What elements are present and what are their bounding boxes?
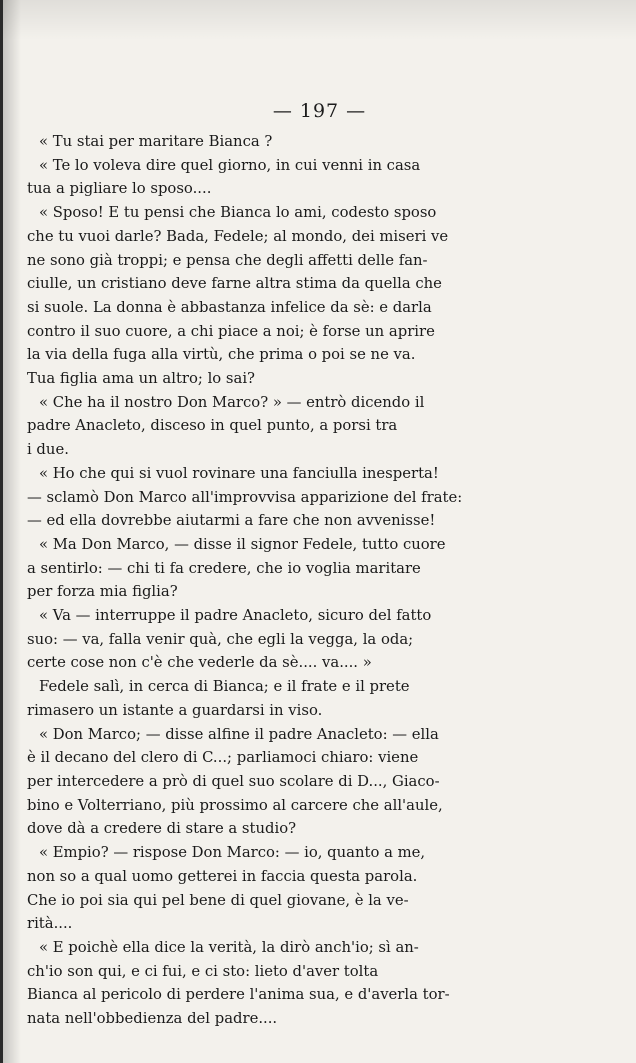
page-number: — 197 — — [272, 100, 367, 122]
text-line: nata nell'obbedienza del padre.... — [27, 1010, 278, 1028]
text-line: « Sposo! E tu pensi che Bianca lo ami, codesto sposo — [39, 204, 437, 222]
text-line: rità.... — [27, 915, 73, 933]
text-line: « Ho che qui si vuol rovinare una fanciulla inesperta! — [39, 464, 439, 482]
text-line: « Don Marco; — disse alfine il padre Anacleto: — ella — [39, 725, 439, 743]
text-line: ciulle, un cristiano deve farne altra stima da quella che — [27, 275, 442, 293]
text-line: « Te lo voleva dire quel giorno, in cui venni in casa — [39, 156, 421, 174]
text-line: rimasero un istante a guardarsi in viso. — [27, 701, 323, 719]
text-line: per forza mia figlia? — [27, 583, 178, 601]
text-line: Tua figlia ama un altro; lo sai? — [27, 370, 255, 388]
text-line: suo: — va, falla venir quà, che egli la vegga, la oda; — [27, 630, 414, 648]
binding-shadow — [3, 0, 21, 1063]
text-line: tua a pigliare lo sposo.... — [27, 180, 212, 198]
text-line: la via della fuga alla virtù, che prima o poi se ne va. — [27, 346, 416, 364]
text-line: si suole. La donna è abbastanza infelice da sè: e darla — [27, 298, 432, 316]
text-line: « Tu stai per maritare Bianca ? — [39, 133, 273, 150]
text-line: i due. — [27, 441, 69, 459]
text-line: dove dà a credere di stare a studio? — [27, 820, 297, 838]
text-line: contro il suo cuore, a chi piace a noi; è forse un aprire — [27, 322, 435, 340]
text-line: « Empio? — rispose Don Marco: — io, quanto a me, — [39, 844, 426, 862]
top-edge-shadow — [3, 0, 636, 40]
text-line: Bianca al pericolo di perdere l'anima sua, e d'averla tor- — [27, 986, 450, 1004]
text-line: è il decano del clero di C...; parliamoci chiaro: viene — [27, 749, 419, 767]
text-line: padre Anacleto, disceso in quel punto, a porsi tra — [27, 417, 398, 435]
text-line: che tu vuoi darle? Bada, Fedele; al mondo, dei miseri ve — [27, 227, 449, 245]
text-line: non so a qual uomo getterei in faccia questa parola. — [27, 867, 418, 885]
text-line: ch'io son qui, e ci fui, e ci sto: lieto d'aver tolta — [27, 962, 379, 980]
text-line: a sentirlo: — chi ti fa credere, che io voglia maritare — [27, 559, 421, 577]
text-line: Fedele salì, in cerca di Bianca; e il frate e il prete — [39, 678, 410, 696]
text-line: — sclamò Don Marco all'improvvisa apparizione del frate: — [27, 488, 463, 506]
text-lines — [27, 130, 487, 1031]
text-line: bino e Volterriano, più prossimo al carcere che all'aule, — [27, 796, 443, 814]
text-line: Che io poi sia qui pel bene di quel giovane, è la ve- — [27, 891, 409, 909]
text-line: certe cose non c'è che vederle da sè.... va.... » — [27, 654, 372, 672]
text-line: — ed ella dovrebbe aiutarmi a fare che non avvenisse! — [27, 512, 436, 530]
text-line: « Ma Don Marco, — disse il signor Fedele, tutto cuore — [39, 535, 446, 553]
text-line: « Che ha il nostro Don Marco? » — entrò dicendo il — [39, 393, 425, 411]
text-line: ne sono già troppi; e pensa che degli affetti delle fan- — [27, 251, 428, 269]
body-text — [27, 130, 487, 1031]
text-line: « E poichè ella dice la verità, la dirò anch'io; sì an- — [39, 938, 419, 956]
text-line: « Va — interruppe il padre Anacleto, sicuro del fatto — [39, 607, 432, 625]
text-line: per intercedere a prò di quel suo scolare di D..., Giaco- — [27, 772, 440, 790]
